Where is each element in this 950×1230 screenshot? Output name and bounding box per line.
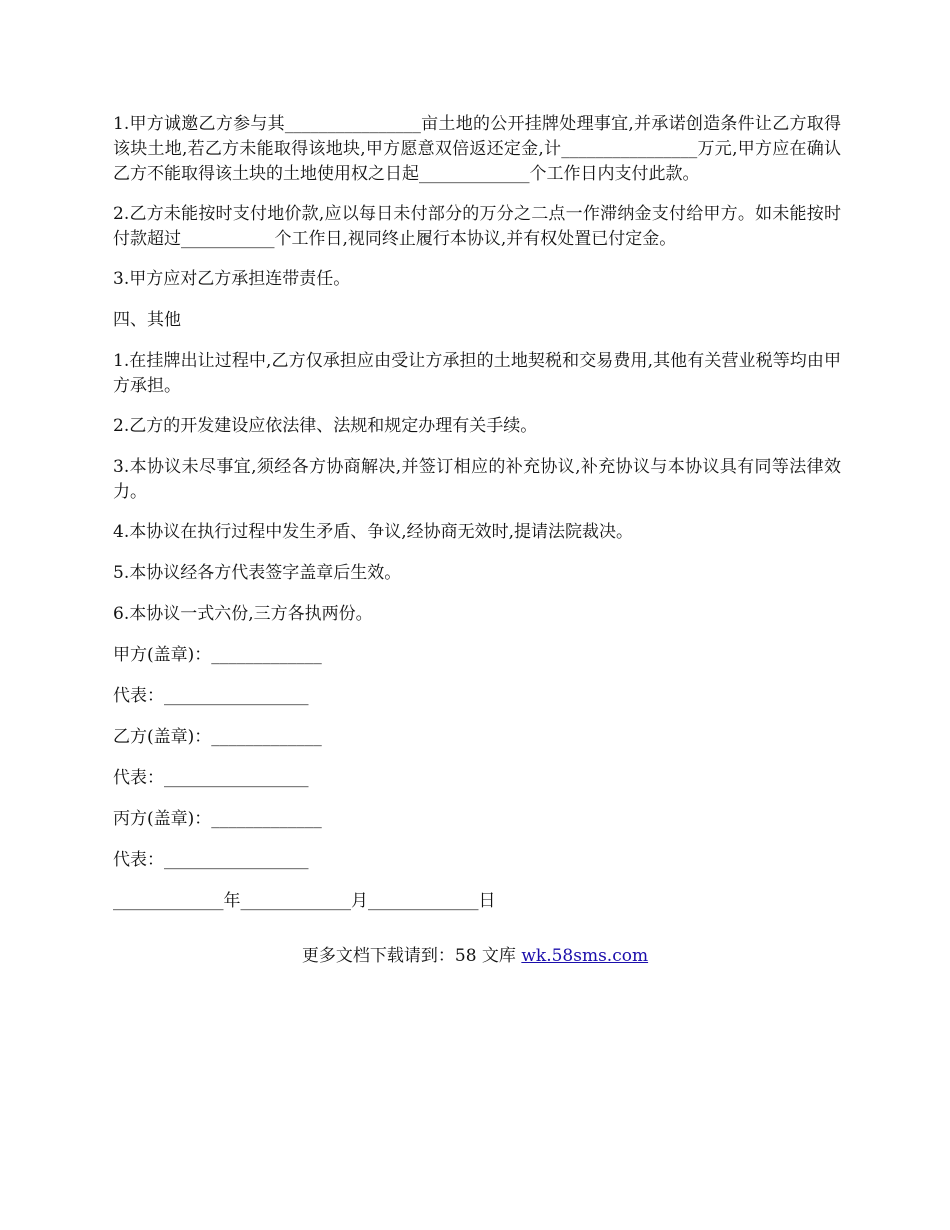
clause-3-2: 2.乙方未能按时支付地价款,应以每日未付部分的万分之二点一作滞纳金支付给甲方。如未能按时付款超过___________个工作日,视同终止履行本协议,并有权处置已付定金。 (113, 204, 841, 249)
clause-4-3: 3.本协议未尽事宜,须经各方协商解决,并签订相应的补充协议,补充协议与本协议具有同等法律效力。 (113, 457, 841, 502)
footer-link[interactable]: wk.58sms.com (521, 946, 649, 966)
footer-text: 更多文档下载请到：58 文库 (301, 946, 522, 966)
clause-3-1: 1.甲方诚邀乙方参与其________________亩土地的公开挂牌处理事宜,并承诺创造条件让乙方取得该块土地,若乙方未能取得该地块,甲方愿意双倍返还定金,计________________万元,甲方应在确认乙方不能取得该土块的土地使用权之日起_____________个工作日内支付此款。 (113, 114, 841, 184)
document-body (113, 112, 841, 930)
date-line: _____________年_____________月_____________日 (113, 891, 496, 911)
section-heading-other: 四、其他 (113, 310, 181, 330)
signature-rep-a: 代表：_________________ (113, 686, 309, 706)
signature-rep-c: 代表：_________________ (113, 850, 309, 870)
clause-4-4: 4.本协议在执行过程中发生矛盾、争议,经协商无效时,提请法院裁决。 (113, 522, 634, 542)
signature-party-a: 甲方(盖章)：_____________ (113, 645, 322, 665)
clause-4-1: 1.在挂牌出让过程中,乙方仅承担应由受让方承担的土地契税和交易费用,其他有关营业税等均由甲方承担。 (113, 351, 841, 396)
signature-party-c: 丙方(盖章)：_____________ (113, 809, 322, 829)
clause-4-5: 5.本协议经各方代表签字盖章后生效。 (113, 563, 402, 583)
footer (0, 944, 950, 969)
clause-4-6: 6.本协议一式六份,三方各执两份。 (113, 604, 373, 624)
clause-3-3: 3.甲方应对乙方承担连带责任。 (113, 269, 351, 289)
clause-4-2: 2.乙方的开发建设应依法律、法规和规定办理有关手续。 (113, 416, 538, 436)
signature-rep-b: 代表：_________________ (113, 768, 309, 788)
signature-party-b: 乙方(盖章)：_____________ (113, 727, 322, 747)
